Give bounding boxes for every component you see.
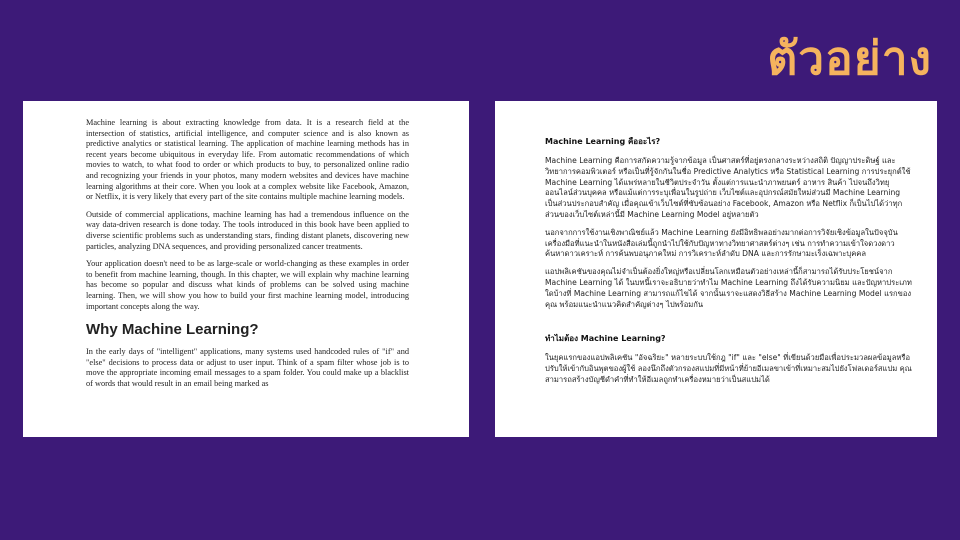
- page-title: ตัวอย่าง: [767, 31, 932, 85]
- thai-paragraph-3: แอปพลิเคชันของคุณไม่จำเป็นต้องยิ่งใหญ่หรือเปลี่ยนโลกเหมือนตัวอย่างเหล่านี้ก็สามารถได้รับประโยชน์จาก Machine Learning ได้ ในบทนี้เราจะอธิบายว่าทำไม Machine Learning ถึงได้รับความนิยม และปัญหาประเภทใดบ้างที่ Machine Learning สามารถแก้ไขได้ จากนั้นเราจะแสดงวิธีสร้าง Machine Learning Model แรกของคุณ พร้อมแนะนำแนวคิดสำคัญต่างๆ ไปพร้อมกัน: [545, 267, 912, 309]
- english-paragraph-4: In the early days of "intelligent" applications, many systems used handcoded rules of "if" and "else" decisions to process data or adjust to user input. Think of a spam filter whose job is to move the appropriate incoming email messages to a spam folder. You could make up a blacklist of words that would result in an email being marked as: [86, 347, 409, 388]
- english-section-heading: Why Machine Learning?: [86, 321, 259, 339]
- english-page-panel: [23, 101, 469, 437]
- english-paragraph-2: Outside of commercial applications, machine learning has had a tremendous influence on the way data-driven research is done today. The tools introduced in this book have been applied to diverse scientific problems such as understanding stars, finding distant planets, discovering new particles, analyzing DNA sequences, and providing personalized cancer treatments.: [86, 209, 409, 251]
- english-paragraph-1: Machine learning is about extracting knowledge from data. It is a research field at the intersection of statistics, artificial intelligence, and computer science and is also known as predictive analytics or statistical learning. The application of machine learning methods has in recent years become ubiquitous in everyday life. From automatic recommendations of which movies to watch, to what food to order or which products to buy, to personalized online radio and recognizing your friends in your photos, many modern websites and devices have machine learning algorithms at their core. When you look at a complex website like Facebook, Amazon, or Netflix, it is very likely that every part of the site contains multiple machine learning models.: [86, 118, 409, 202]
- thai-heading-2: ทำไมต้อง Machine Learning?: [545, 334, 666, 344]
- thai-paragraph-4: ในยุคแรกของแอปพลิเคชัน "อัจฉริยะ" หลายระบบใช้กฎ "if" และ "else" ที่เขียนด้วยมือเพื่อประมวลผลข้อมูลหรือปรับให้เข้ากับอินพุตของผู้ใช้ ลองนึกถึงตัวกรองสแปมที่มีหน้าที่ย้ายอีเมลขาเข้าที่เหมาะสมไปยังโฟลเดอร์สแปม คุณสามารถสร้างบัญชีดำคำที่ทำให้อีเมลถูกทำเครื่องหมายว่าเป็นสแปมได้: [545, 353, 912, 384]
- english-paragraph-3: Your application doesn't need to be as large-scale or world-changing as these examples in order to benefit from machine learning, though. In this chapter, we will explain why machine learning has become so popular and discuss what kinds of problems can be solved using machine learning. Then, we will show you how to build your first machine learning model, introducing important concepts along the way.: [86, 259, 409, 311]
- thai-paragraph-1: Machine Learning คือการสกัดความรู้จากข้อมูล เป็นศาสตร์ที่อยู่ตรงกลางระหว่างสถิติ ปัญญาประดิษฐ์ และวิทยาการคอมพิวเตอร์ หรือเป็นที่รู้จักกันในชื่อ Predictive Analytics หรือ Statistical Learning การประยุกต์ใช้ Machine Learning ได้แพร่หลายในชีวิตประจำวัน ตั้งแต่การแนะนำภาพยนตร์ อาหาร สินค้า ไปจนถึงวิทยุออนไลน์ส่วนบุคคล หรือแม้แต่การระบุเพื่อนในรูปถ่าย เว็บไซต์และอุปกรณ์สมัยใหม่ส่วนมี Machine Learning เป็นส่วนประกอบสำคัญ เมื่อคุณเข้าเว็บไซต์ที่ซับซ้อนอย่าง Facebook, Amazon หรือ Netflix ก็เป็นไปได้ว่าทุกส่วนของเว็บไซต์เหล่านี้มี Machine Learning Model อยู่หลายตัว: [545, 156, 911, 219]
- thai-paragraph-2: นอกจากการใช้งานเชิงพาณิชย์แล้ว Machine Learning ยังมีอิทธิพลอย่างมากต่อการวิจัยเชิงข้อมูลในปัจจุบัน เครื่องมือที่แนะนำในหนังสือเล่มนี้ถูกนำไปใช้กับปัญหาทางวิทยาศาสตร์ต่างๆ เช่น การทำความเข้าใจดวงดาว ค้นหาดาวเคราะห์ การค้นพบอนุภาคใหม่ การวิเคราะห์ลำดับ DNA และการรักษามะเร็งเฉพาะบุคคล: [545, 227, 898, 259]
- thai-page-panel: [495, 101, 937, 437]
- thai-heading-1: Machine Learning คืออะไร?: [545, 137, 661, 146]
